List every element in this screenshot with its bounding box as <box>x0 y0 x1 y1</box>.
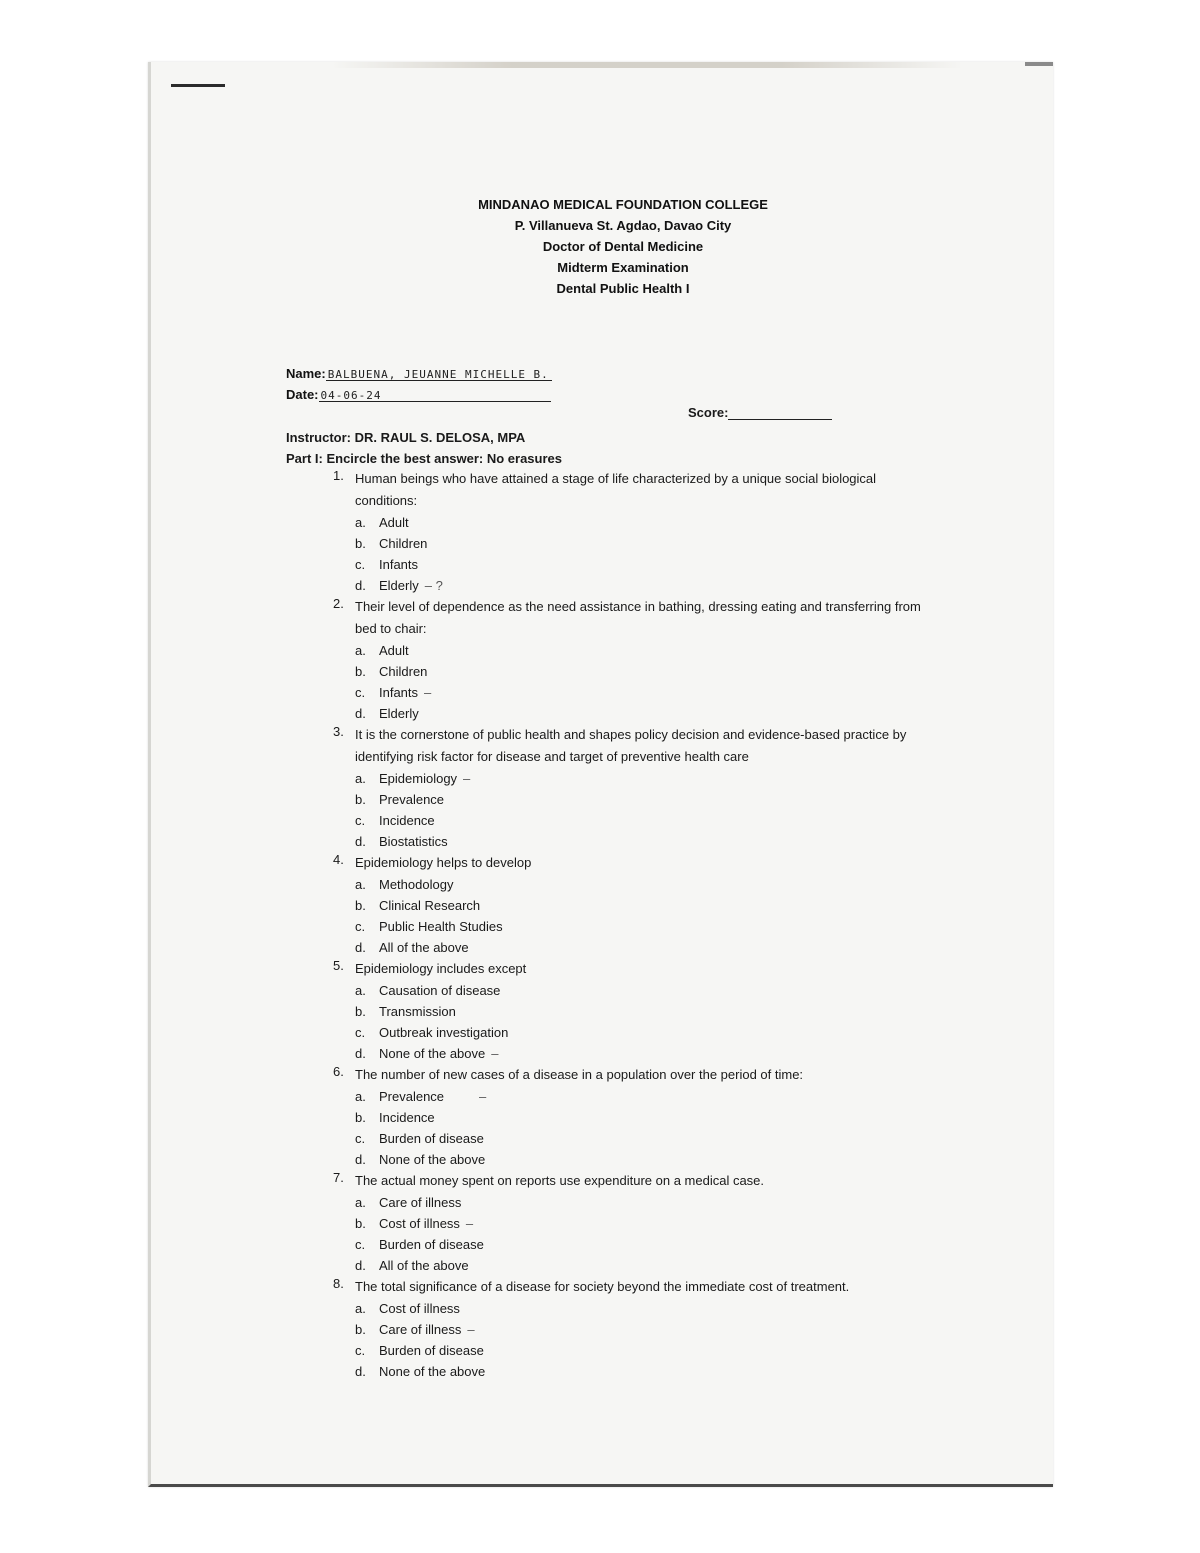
pencil-mark: – <box>465 1216 474 1231</box>
option-letter: a. <box>355 983 366 998</box>
date-label: Date: <box>286 387 319 402</box>
answer-option[interactable] <box>355 1361 933 1382</box>
answer-option[interactable] <box>355 1234 933 1255</box>
option-letter: d. <box>355 1364 366 1379</box>
name-line[interactable] <box>326 366 552 381</box>
answer-option[interactable] <box>355 1149 933 1170</box>
option-text: Methodology <box>379 877 454 892</box>
date-value: 04-06-24 <box>320 389 382 402</box>
option-text: Public Health Studies <box>379 919 503 934</box>
option-text: Epidemiology <box>379 771 458 786</box>
answer-option[interactable] <box>355 789 933 810</box>
option-text: Burden of disease <box>379 1237 484 1252</box>
option-text: Children <box>379 664 428 679</box>
answer-option[interactable] <box>355 895 933 916</box>
option-letter: c. <box>355 1343 366 1358</box>
answer-option[interactable] <box>355 768 933 789</box>
exam-title: Midterm Examination <box>557 260 689 275</box>
option-letter: a. <box>355 1195 366 1210</box>
option-letter: d. <box>355 706 366 721</box>
option-text: Infants <box>379 685 419 700</box>
option-letter: c. <box>355 557 366 572</box>
option-letter: b. <box>355 1110 366 1125</box>
option-text: Care of illness <box>379 1195 462 1210</box>
option-text: Adult <box>379 643 409 658</box>
answer-option[interactable] <box>355 682 933 703</box>
pencil-mark: – <box>491 1046 499 1061</box>
course-title: Dental Public Health I <box>556 281 690 296</box>
question-text: It is the cornerstone of public health and shapes policy decision and evidence-based practice by identifying risk factor for disease and target of preventive health care <box>355 727 907 764</box>
option-text: Clinical Research <box>379 898 481 913</box>
edge-mark <box>1025 62 1053 66</box>
answer-option[interactable] <box>355 512 933 533</box>
answer-option[interactable] <box>355 937 933 958</box>
answer-option[interactable] <box>355 1107 933 1128</box>
option-letter: d. <box>355 940 366 955</box>
question-item <box>333 468 933 596</box>
question-number: 8. <box>333 1276 344 1291</box>
answer-option[interactable] <box>355 575 933 596</box>
option-letter: c. <box>355 813 366 828</box>
score-label: Score: <box>688 405 729 420</box>
question-number: 1. <box>333 468 344 483</box>
option-text: Incidence <box>379 813 435 828</box>
option-letter: a. <box>355 643 366 658</box>
option-text: Prevalence <box>379 792 445 807</box>
pencil-mark: – <box>463 771 471 786</box>
question-text: The number of new cases of a disease in a population over the period of time: <box>355 1067 804 1082</box>
answer-option[interactable] <box>355 916 933 937</box>
option-text: Transmission <box>379 1004 456 1019</box>
option-text: Cost of illness <box>379 1216 460 1231</box>
score-line[interactable] <box>728 405 832 420</box>
question-item <box>333 724 933 852</box>
question-item <box>333 852 933 958</box>
answer-option[interactable] <box>355 1319 933 1340</box>
question-item <box>333 1170 933 1276</box>
option-text: Burden of disease <box>379 1131 484 1146</box>
option-letter: a. <box>355 1089 366 1104</box>
answer-option[interactable] <box>355 703 933 724</box>
answer-option[interactable] <box>355 810 933 831</box>
option-letter: b. <box>355 536 366 551</box>
scan-shadow <box>151 62 1053 68</box>
question-item <box>333 596 933 724</box>
question-number: 2. <box>333 596 344 611</box>
option-letter: d. <box>355 1258 366 1273</box>
question-text: The total significance of a disease for society beyond the immediate cost of treatment. <box>355 1279 850 1294</box>
option-text: Outbreak investigation <box>379 1025 509 1040</box>
option-letter: d. <box>355 1046 366 1061</box>
answer-option[interactable] <box>355 874 933 895</box>
college-address: P. Villanueva St. Agdao, Davao City <box>514 218 732 233</box>
question-text: The actual money spent on reports use expenditure on a medical case. <box>355 1173 765 1188</box>
instructor-line: Instructor: DR. RAUL S. DELOSA, MPA <box>286 430 526 445</box>
option-text: Infants <box>379 557 419 572</box>
question-item <box>333 1064 933 1170</box>
question-text: Epidemiology helps to develop <box>355 855 532 870</box>
option-letter: a. <box>355 771 366 786</box>
answer-option[interactable] <box>355 1298 933 1319</box>
option-text: Prevalence <box>379 1089 445 1104</box>
option-text: Biostatistics <box>379 834 448 849</box>
option-letter: a. <box>355 515 366 530</box>
question-number: 5. <box>333 958 344 973</box>
option-text: None of the above <box>379 1152 486 1167</box>
option-letter: a. <box>355 1301 366 1316</box>
answer-option[interactable] <box>355 640 933 661</box>
pencil-mark: – <box>424 685 432 700</box>
question-number: 4. <box>333 852 344 867</box>
question-number: 6. <box>333 1064 344 1079</box>
answer-option[interactable] <box>355 1022 933 1043</box>
option-text: None of the above <box>379 1046 486 1061</box>
option-text: All of the above <box>379 1258 469 1273</box>
option-text: Incidence <box>379 1110 435 1125</box>
question-text: Their level of dependence as the need assistance in bathing, dressing eating and transferring from bed to chair: <box>355 599 921 636</box>
question-item <box>333 958 933 1064</box>
option-text: None of the above <box>379 1364 486 1379</box>
option-text: Children <box>379 536 428 551</box>
answer-option[interactable] <box>355 554 933 575</box>
option-letter: a. <box>355 877 366 892</box>
part-title: Part I: Encircle the best answer: No erasures <box>286 451 562 466</box>
option-letter: c. <box>355 1025 366 1040</box>
answer-option[interactable] <box>355 980 933 1001</box>
question-text: Epidemiology includes except <box>355 961 527 976</box>
answer-option[interactable] <box>355 533 933 554</box>
date-line[interactable] <box>319 387 551 402</box>
option-text: Elderly <box>379 578 419 593</box>
answer-option[interactable] <box>355 1086 933 1107</box>
option-text: Cost of illness <box>379 1301 460 1316</box>
program-name: Doctor of Dental Medicine <box>542 239 704 254</box>
option-text: Burden of disease <box>379 1343 484 1358</box>
option-letter: c. <box>355 1237 366 1252</box>
option-letter: b. <box>355 1216 366 1231</box>
option-letter: c. <box>355 919 366 934</box>
question-number: 7. <box>333 1170 344 1185</box>
pencil-mark: – ? <box>424 578 443 593</box>
option-text: Adult <box>379 515 409 530</box>
option-text: Care of illness <box>379 1322 462 1337</box>
option-letter: d. <box>355 1152 366 1167</box>
score-field <box>688 405 832 420</box>
answer-option[interactable] <box>355 1043 933 1064</box>
option-letter: c. <box>355 1131 366 1146</box>
option-letter: b. <box>355 664 366 679</box>
answer-option[interactable] <box>355 1340 933 1361</box>
answer-option[interactable] <box>355 831 933 852</box>
question-text: Human beings who have attained a stage of life characterized by a unique social biological conditions: <box>355 471 877 508</box>
option-text: Elderly <box>379 706 419 721</box>
option-letter: b. <box>355 1004 366 1019</box>
college-name: MINDANAO MEDICAL FOUNDATION COLLEGE <box>478 197 768 212</box>
name-field <box>286 366 552 381</box>
answer-option[interactable] <box>355 1128 933 1149</box>
exam-header <box>151 194 1053 299</box>
option-letter: b. <box>355 792 366 807</box>
answer-option[interactable] <box>355 1255 933 1276</box>
answer-option[interactable] <box>355 1213 933 1234</box>
option-letter: d. <box>355 578 366 593</box>
pencil-mark: – <box>467 1322 475 1337</box>
name-value: BALBUENA, JEUANNE MICHELLE B. <box>327 368 549 381</box>
answer-option[interactable] <box>355 1192 933 1213</box>
pencil-mark: – <box>450 1089 487 1104</box>
question-number: 3. <box>333 724 344 739</box>
option-text: Causation of disease <box>379 983 501 998</box>
exam-sheet <box>148 62 1053 1487</box>
question-list <box>333 468 933 1382</box>
date-field <box>286 387 551 402</box>
answer-option[interactable] <box>355 661 933 682</box>
option-text: All of the above <box>379 940 469 955</box>
question-item <box>333 1276 933 1382</box>
answer-option[interactable] <box>355 1001 933 1022</box>
pen-mark <box>171 84 225 87</box>
option-letter: d. <box>355 834 366 849</box>
option-letter: b. <box>355 1322 366 1337</box>
option-letter: c. <box>355 685 366 700</box>
name-label: Name: <box>286 366 326 381</box>
option-letter: b. <box>355 898 366 913</box>
